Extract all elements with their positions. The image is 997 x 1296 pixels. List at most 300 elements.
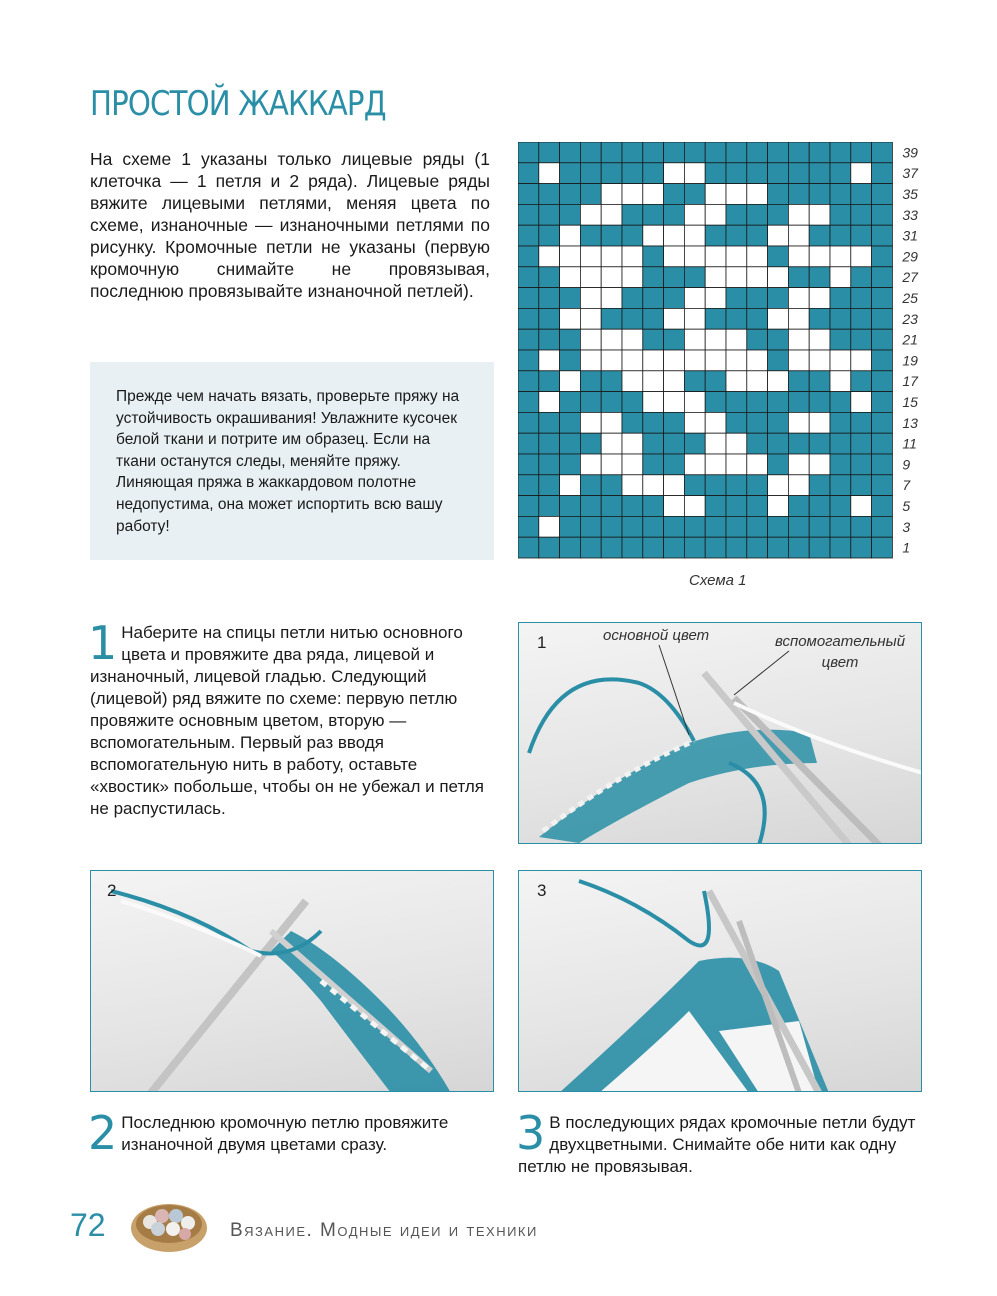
chart-cell: [830, 246, 851, 267]
chart-cell: [643, 329, 664, 350]
chart-cell: [788, 350, 809, 371]
chart-cell: [684, 204, 705, 225]
chart-cell: [830, 475, 851, 496]
chart-cell: [809, 288, 830, 309]
chart-cell: [664, 496, 685, 517]
chart-cell: [747, 496, 768, 517]
chart-cell: [601, 267, 622, 288]
chart-cell: [809, 537, 830, 558]
chart-cell: [622, 350, 643, 371]
chart-cell: [643, 454, 664, 475]
chart-cell: [809, 516, 830, 537]
chart-cell: [851, 371, 872, 392]
chart-cell: [580, 475, 601, 496]
chart-cell: [601, 246, 622, 267]
chart-cell: [684, 350, 705, 371]
chart-cell: [747, 267, 768, 288]
chart-cell: [809, 412, 830, 433]
chart-cell: [726, 308, 747, 329]
chart-cell: [560, 350, 581, 371]
chart-cell: [851, 392, 872, 413]
chart-cell: [539, 412, 560, 433]
chart-cell: [601, 475, 622, 496]
chart-cell: [560, 246, 581, 267]
chart-cell: [580, 288, 601, 309]
step-3-text: В последующих рядах кромочные петли будут двухцветными. Снимайте обе нити как одну петлю не провязывая.: [518, 1113, 916, 1176]
chart-cell: [788, 454, 809, 475]
chart-cell: [747, 392, 768, 413]
chart-row-label: 15: [902, 394, 918, 410]
chart-cell: [580, 371, 601, 392]
chart-cell: [726, 516, 747, 537]
step-3-number: 3: [516, 1106, 546, 1160]
chart-cell: [684, 433, 705, 454]
chart-row-label: 31: [902, 227, 918, 244]
chart-cell: [830, 392, 851, 413]
chart-cell: [851, 308, 872, 329]
chart-cell: [539, 204, 560, 225]
chart-row-label: 25: [902, 290, 918, 306]
chart-cell: [643, 412, 664, 433]
chart-cell: [747, 475, 768, 496]
chart-cell: [622, 288, 643, 309]
chart-cell: [747, 288, 768, 309]
chart-cell: [705, 329, 726, 350]
chart-cell: [539, 184, 560, 205]
chart-cell: [622, 433, 643, 454]
chart-cell: [539, 329, 560, 350]
chart-cell: [684, 516, 705, 537]
chart-cell: [809, 392, 830, 413]
chart-cell: [664, 142, 685, 163]
chart-grid-svg: [518, 142, 938, 562]
chart-cell: [809, 184, 830, 205]
chart-cell: [622, 225, 643, 246]
chart-cell: [664, 308, 685, 329]
chart-cell: [726, 163, 747, 184]
chart-row-label: 9: [902, 456, 911, 473]
chart-cell: [580, 329, 601, 350]
chart-cell: [664, 454, 685, 475]
chart-cell: [518, 496, 539, 517]
chart-cell: [684, 454, 705, 475]
chart-cell: [726, 225, 747, 246]
chart-row-label: 5: [902, 498, 911, 514]
chart-cell: [518, 454, 539, 475]
chart-cell: [851, 184, 872, 205]
chart-cell: [809, 475, 830, 496]
chart-cell: [684, 371, 705, 392]
chart-cell: [705, 267, 726, 288]
chart-cell: [622, 267, 643, 288]
chart-cell: [768, 204, 789, 225]
chart-cell: [560, 142, 581, 163]
chart-cell: [788, 329, 809, 350]
chart-cell: [601, 412, 622, 433]
chart-cell: [830, 329, 851, 350]
chart-cell: [809, 204, 830, 225]
chart-cell: [601, 392, 622, 413]
chart-cell: [809, 142, 830, 163]
chart-row-label: 23: [902, 310, 918, 327]
chart-cell: [872, 454, 893, 475]
chart-cell: [705, 454, 726, 475]
chart-cell: [518, 246, 539, 267]
chart-cell: [872, 246, 893, 267]
chart-cell: [768, 496, 789, 517]
chart-cell: [830, 412, 851, 433]
step-1: [88, 616, 490, 820]
chart-row-label: 17: [902, 373, 918, 390]
chart-cell: [580, 163, 601, 184]
chart-cell: [580, 142, 601, 163]
chart-cell: [809, 329, 830, 350]
chart-cell: [518, 184, 539, 205]
chart-row-label: 13: [902, 414, 918, 431]
chart-cell: [788, 412, 809, 433]
chart-cell: [830, 537, 851, 558]
chart-cell: [664, 163, 685, 184]
chart-cell: [809, 267, 830, 288]
chart-cell: [747, 350, 768, 371]
chart-cell: [851, 454, 872, 475]
chart-cell: [788, 225, 809, 246]
chart-cell: [580, 184, 601, 205]
chart-cell: [726, 204, 747, 225]
chart-cell: [580, 537, 601, 558]
chart-cell: [539, 475, 560, 496]
chart-cell: [872, 371, 893, 392]
step-1-number: 1: [88, 616, 118, 670]
chart-cell: [726, 184, 747, 205]
chart-cell: [851, 433, 872, 454]
chart-cell: [560, 184, 581, 205]
chart-cell: [851, 267, 872, 288]
chart-cell: [726, 350, 747, 371]
chart-cell: [560, 392, 581, 413]
chart-cell: [622, 496, 643, 517]
chart-cell: [768, 516, 789, 537]
chart-cell: [705, 537, 726, 558]
chart-row-label: 29: [902, 248, 918, 265]
chart-cell: [560, 371, 581, 392]
chart-cell: [830, 371, 851, 392]
chart-cell: [580, 267, 601, 288]
chart-cell: [851, 537, 872, 558]
chart-cell: [643, 537, 664, 558]
chart-cell: [664, 184, 685, 205]
chart-cell: [872, 184, 893, 205]
chart-row-label: 1: [902, 539, 911, 556]
chart-cell: [830, 163, 851, 184]
chart-cell: [788, 184, 809, 205]
chart-cell: [788, 246, 809, 267]
photo-step-2: [90, 870, 494, 1092]
chart-cell: [809, 163, 830, 184]
chart-cell: [872, 308, 893, 329]
chart-cell: [872, 142, 893, 163]
chart-cell: [726, 496, 747, 517]
chart-cell: [643, 433, 664, 454]
chart-cell: [518, 204, 539, 225]
chart-cell: [768, 163, 789, 184]
chart-cell: [851, 288, 872, 309]
chart-cell: [705, 433, 726, 454]
chart-cell: [705, 392, 726, 413]
chart-cell: [768, 142, 789, 163]
chart-cell: [872, 537, 893, 558]
chart-cell: [809, 454, 830, 475]
chart-cell: [747, 329, 768, 350]
chart-cell: [747, 142, 768, 163]
chart-cell: [726, 454, 747, 475]
chart-cell: [664, 475, 685, 496]
chart-cell: [747, 246, 768, 267]
chart-cell: [560, 496, 581, 517]
chart-cell: [684, 496, 705, 517]
chart-cell: [601, 537, 622, 558]
chart-cell: [684, 537, 705, 558]
chart-cell: [768, 308, 789, 329]
yarn-basket-icon: [128, 1196, 210, 1254]
chart-cell: [768, 433, 789, 454]
chart-cell: [830, 142, 851, 163]
chart-cell: [664, 204, 685, 225]
chart-cell: [622, 516, 643, 537]
chart-cell: [788, 516, 809, 537]
chart-cell: [580, 308, 601, 329]
chart-cell: [539, 288, 560, 309]
chart-cell: [809, 308, 830, 329]
chart-cell: [788, 433, 809, 454]
chart-cell: [705, 350, 726, 371]
chart-cell: [830, 496, 851, 517]
chart-row-label: 3: [902, 518, 911, 535]
chart-cell: [643, 225, 664, 246]
chart-cell: [684, 184, 705, 205]
chart-cell: [664, 537, 685, 558]
chart-cell: [684, 163, 705, 184]
chart-cell: [872, 267, 893, 288]
chart-cell: [518, 412, 539, 433]
chart-cell: [664, 288, 685, 309]
chart-cell: [643, 392, 664, 413]
chart-cell: [747, 433, 768, 454]
chart-cell: [747, 412, 768, 433]
chart-cell: [518, 288, 539, 309]
chart-cell: [539, 454, 560, 475]
chart-cell: [788, 537, 809, 558]
chart-cell: [580, 412, 601, 433]
chart-cell: [872, 225, 893, 246]
chart-cell: [872, 288, 893, 309]
chart-cell: [747, 537, 768, 558]
chart-cell: [747, 516, 768, 537]
chart-cell: [601, 204, 622, 225]
chart-cell: [851, 496, 872, 517]
chart-cell: [768, 537, 789, 558]
chart-cell: [684, 142, 705, 163]
chart-cell: [539, 350, 560, 371]
chart-cell: [768, 412, 789, 433]
chart-cell: [518, 475, 539, 496]
chart-cell: [768, 475, 789, 496]
chart-cell: [518, 308, 539, 329]
chart-cell: [747, 454, 768, 475]
chart-cell: [560, 537, 581, 558]
chart-cell: [768, 267, 789, 288]
chart-cell: [664, 412, 685, 433]
chart-cell: [643, 308, 664, 329]
chart-cell: [560, 454, 581, 475]
chart-cell: [788, 204, 809, 225]
chart-cell: [622, 308, 643, 329]
chart-cell: [643, 350, 664, 371]
chart-cell: [601, 288, 622, 309]
photo-step-3: [518, 870, 922, 1092]
chart-cell: [664, 350, 685, 371]
chart-cell: [851, 246, 872, 267]
chart-cell: [726, 392, 747, 413]
chart-cell: [726, 475, 747, 496]
chart-cell: [622, 537, 643, 558]
chart-cell: [601, 329, 622, 350]
chart-cell: [643, 246, 664, 267]
chart-cell: [601, 371, 622, 392]
chart-cell: [726, 537, 747, 558]
photo-2-number: 2: [107, 881, 117, 900]
chart-cell: [872, 204, 893, 225]
chart-cell: [643, 516, 664, 537]
chart-cell: [747, 371, 768, 392]
chart-cell: [622, 204, 643, 225]
chart-cell: [664, 267, 685, 288]
chart-cell: [726, 267, 747, 288]
chart-cell: [518, 392, 539, 413]
chart-cell: [830, 308, 851, 329]
chart-cell: [560, 163, 581, 184]
chart-cell: [747, 184, 768, 205]
intro-paragraph: На схеме 1 указаны только лицевые ряды (1 клеточка — 1 петля и 2 ряда). Лицевые ряды вяжите лицевыми петлями, меняя цвета по схеме, изнаночные — изнаночными петлями по рисунку. Кромочные петли не указаны (первую кромочную снимайте не провязывая, последнюю провязывайте изнаночной петлей).: [90, 149, 490, 301]
chart-cell: [560, 412, 581, 433]
chart-cell: [768, 350, 789, 371]
chart-cell: [684, 329, 705, 350]
page-title: ПРОСТОЙ ЖАККАРД: [90, 84, 386, 124]
chart-cell: [684, 392, 705, 413]
chart-cell: [664, 516, 685, 537]
chart-cell: [726, 142, 747, 163]
chart-cell: [539, 433, 560, 454]
chart-cell: [560, 433, 581, 454]
chart-cell: [872, 350, 893, 371]
chart-cell: [726, 433, 747, 454]
chart-cell: [622, 142, 643, 163]
chart-cell: [830, 350, 851, 371]
chart-cell: [809, 350, 830, 371]
chart-cell: [622, 329, 643, 350]
chart-cell: [726, 246, 747, 267]
chart-cell: [518, 225, 539, 246]
chart-cell: [539, 225, 560, 246]
chart-cell: [788, 308, 809, 329]
step-2-text: Последнюю кромочную петлю провяжите изнаночной двумя цветами сразу.: [121, 1113, 449, 1154]
chart-cell: [580, 246, 601, 267]
chart-cell: [705, 246, 726, 267]
step-1-text: Наберите на спицы петли нитью основного цвета и провяжите два ряда, лицевой и изнаночный, лицевой гладью. Следующий (лицевой) ряд вяжите по схеме: первую петлю провяжите основным цветом, вторую — вспомогательным. Первый раз вводя вспомогательную нить в работу, оставьте «хвостик» побольше, чтобы он не убежал и петля не распустилась.: [90, 623, 484, 818]
chart-cell: [643, 475, 664, 496]
chart-cell: [622, 392, 643, 413]
chart-cell: [747, 204, 768, 225]
chart-cell: [705, 308, 726, 329]
chart-row-label: 33: [902, 206, 918, 223]
chart-cell: [580, 392, 601, 413]
step-2-number: 2: [88, 1106, 118, 1160]
chart-cell: [580, 225, 601, 246]
chart-cell: [809, 246, 830, 267]
chart-cell: [643, 142, 664, 163]
chart-cell: [851, 412, 872, 433]
chart-cell: [580, 204, 601, 225]
chart-cell: [809, 371, 830, 392]
chart-cell: [684, 308, 705, 329]
chart-cell: [539, 163, 560, 184]
chart-cell: [518, 516, 539, 537]
chart-cell: [768, 184, 789, 205]
chart-cell: [872, 475, 893, 496]
chart-cell: [788, 267, 809, 288]
photo-3-illustration: [519, 871, 922, 1092]
chart-cell: [705, 288, 726, 309]
book-title: Вязание. Модные идеи и техники: [230, 1220, 538, 1241]
chart-row-label: 11: [902, 435, 917, 452]
chart-cell: [809, 433, 830, 454]
chart-cell: [643, 267, 664, 288]
chart-cell: [580, 516, 601, 537]
chart-cell: [560, 516, 581, 537]
chart-cell: [601, 496, 622, 517]
chart-cell: [788, 163, 809, 184]
chart-cell: [788, 142, 809, 163]
chart-cell: [726, 371, 747, 392]
chart-cell: [518, 433, 539, 454]
step-3: [516, 1106, 922, 1178]
chart-cell: [768, 371, 789, 392]
chart-cell: [705, 412, 726, 433]
chart-cell: [705, 475, 726, 496]
chart-cell: [830, 225, 851, 246]
chart-cell: [560, 288, 581, 309]
chart-cell: [705, 371, 726, 392]
chart-cell: [601, 142, 622, 163]
chart-cell: [664, 371, 685, 392]
chart-cell: [560, 267, 581, 288]
chart-cell: [872, 392, 893, 413]
chart-cell: [851, 225, 872, 246]
chart-cell: [684, 288, 705, 309]
chart-cell: [788, 288, 809, 309]
chart-cell: [643, 163, 664, 184]
chart-cell: [684, 225, 705, 246]
chart-cell: [768, 392, 789, 413]
chart-cell: [788, 392, 809, 413]
chart-cell: [851, 142, 872, 163]
chart-row-label: 7: [902, 477, 911, 494]
chart-cell: [830, 204, 851, 225]
chart-cell: [788, 371, 809, 392]
chart-cell: [580, 496, 601, 517]
chart-cell: [768, 225, 789, 246]
chart-cell: [643, 496, 664, 517]
